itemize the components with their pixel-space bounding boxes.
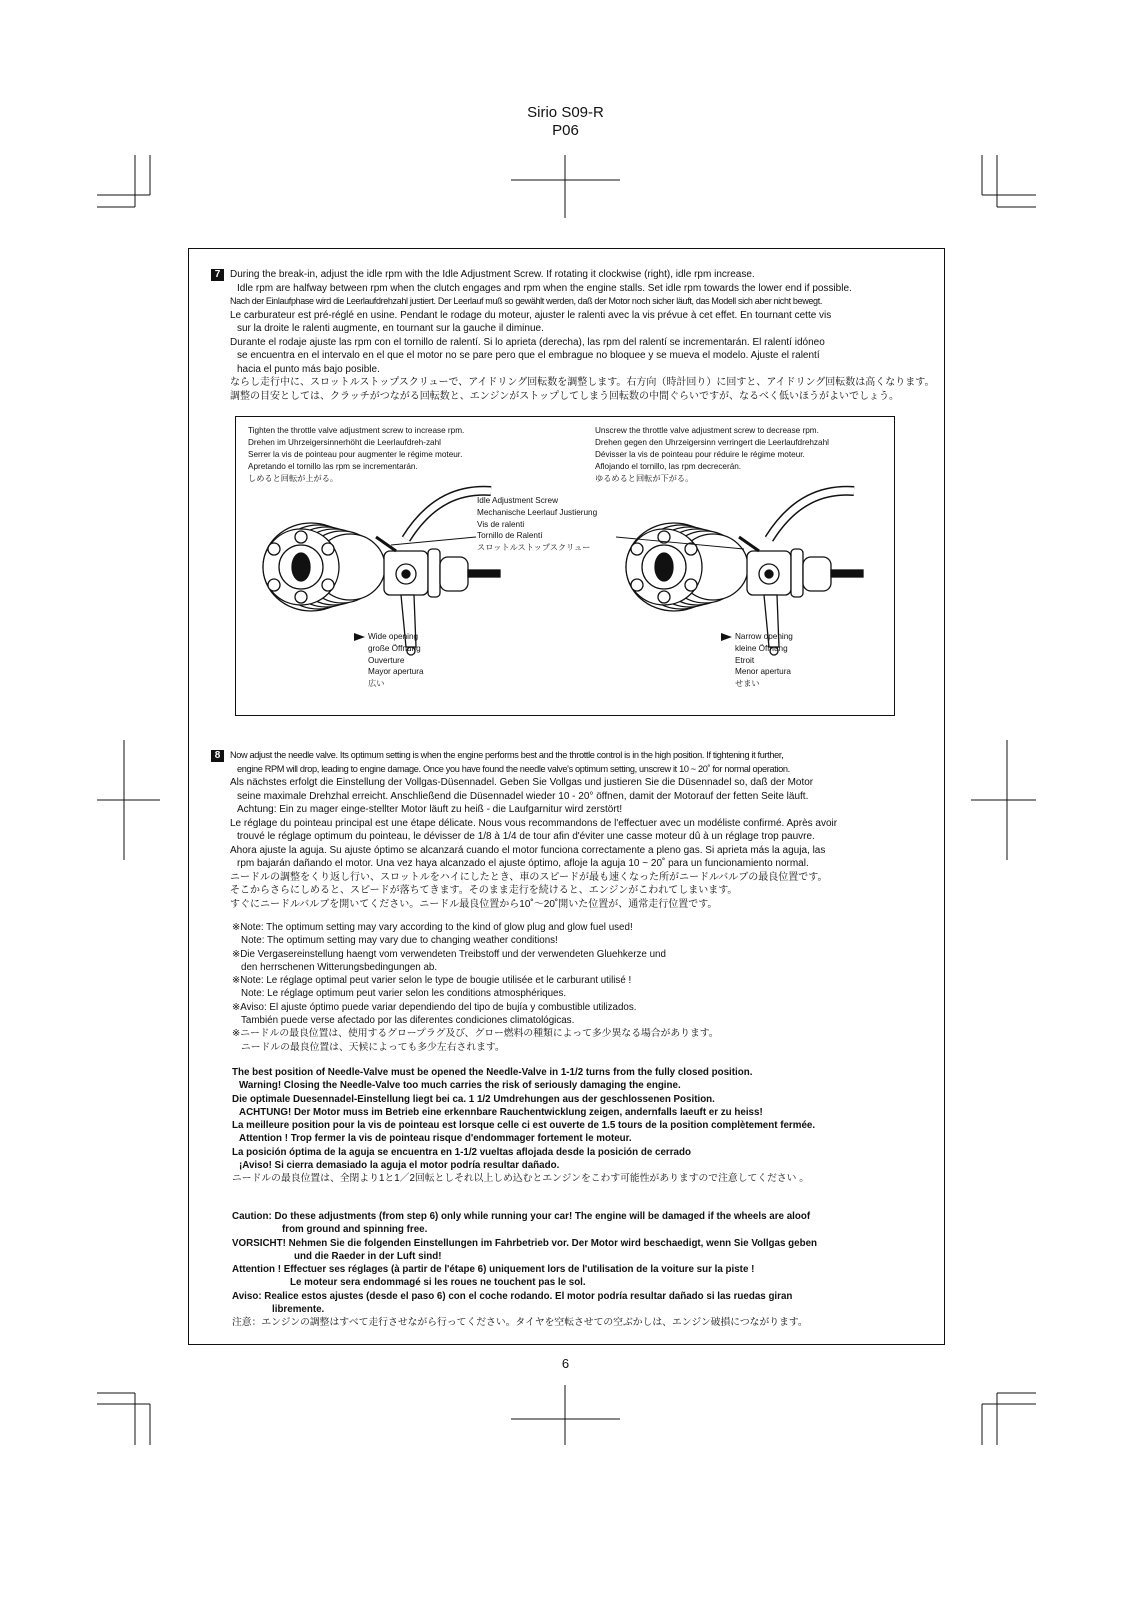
wide-label-line: große Öffnung — [368, 643, 421, 653]
narrow-label-line: kleine Öffnung — [735, 643, 788, 653]
left-caption-line: Drehen im Uhrzeigersinnerhöht die Leerlaufdreh-zahl — [248, 438, 441, 447]
step8-line: すぐにニードルバルブを開いてください。ニードル最良位置から10˚～20˚開いた位置が、通常走行位置です。 — [230, 898, 718, 910]
screw-label-line: Mechanische Leerlauf Justierung — [477, 507, 598, 517]
step7-line: Nach der Einlaufphase wird die Leerlaufdrehzahl justiert. Der Leerlauf muß so gewählt werden, daß der Motor noch sicher läuft, das Modell sich aber nicht bewegt. — [230, 296, 822, 306]
note-line: También puede verse afectado por las diferentes condiciones climatológicas. — [241, 1015, 575, 1027]
best-position-line: Die optimale Duesennadel-Einstellung liegt bei ca. 1 1/2 Umdrehungen aus der geschlossenen Position. — [232, 1093, 715, 1105]
best-position-line: La meilleure position pour la vis de pointeau est lorsque celle ci est ouverte de 1.5 tours de la position complètement fermée. — [232, 1120, 816, 1132]
idle-adjustment-figure — [235, 416, 895, 716]
left-caption-line: Tighten the throttle valve adjustment screw to increase rpm. — [248, 426, 465, 435]
step8-line: trouvé le réglage optimum du pointeau, le dévisser de 1/8 à 1/4 de tour afin d'éviter une casse moteur dû à un réglage trop pauvre. — [237, 831, 815, 842]
step7-line: se encuentra en el intervalo en el que el motor no se pare pero que el embrague no bloquee y se mueva el modelo. Ajuste el ralentí — [237, 350, 820, 361]
step7-line: Durante el rodaje ajuste las rpm con el tornillo de ralentí. Si lo aprieta (derecha), las rpm del ralentí se incrementarán. El ralentí idóneo — [230, 336, 825, 348]
best-position-line: ニードルの最良位置は、全閉より1と1／2回転としそれ以上しめ込むとエンジンをこわす可能性がありますので注意してください 。 — [232, 1173, 809, 1185]
note-line: ※Note: Le réglage optimal peut varier selon le type de bougie utilisée et le carburant utilisé ! — [232, 975, 632, 987]
step7-line: hacia el punto más bajo posible. — [237, 363, 380, 375]
idle-screw-label — [477, 495, 597, 554]
callout-leaders — [236, 417, 896, 717]
best-position-line: Warning! Closing the Needle-Valve too much carries the risk of seriously damaging the engine. — [239, 1080, 681, 1092]
step8-line: seine maximale Drehzhal erreicht. Anschließend die Düsennadel wieder 10 - 20° öffnen, damit der Motorauf der fetten Seite läuft. — [237, 790, 809, 802]
page-header — [0, 104, 1131, 140]
caution-line: VORSICHT! Nehmen Sie die folgenden Einstellungen im Fahrbetrieb vor. Der Motor wird beschaedigt, wenn Sie Vollgas geben — [232, 1237, 818, 1249]
left-caption-line: しめると回転が上がる。 — [248, 474, 339, 483]
right-caption-line: Dévisser la vis de pointeau pour réduire le régime moteur. — [595, 450, 805, 459]
model-name: Sirio S09-R — [527, 104, 604, 121]
left-caption-line: Apretando el tornillo las rpm se incrementarán. — [248, 462, 418, 471]
step8-line: Achtung: Ein zu mager einge-stellter Motor läuft zu heiß - die Laufgarnitur wird zerstört! — [237, 804, 623, 815]
caution-line: und die Raeder in der Luft sind! — [294, 1250, 442, 1262]
step8-line: Now adjust the needle valve. Its optimum setting is when the engine performs best and the throttle control is in the high position. If tightening it further, — [230, 750, 784, 760]
step8-line: engine RPM will drop, leading to engine damage. Once you have found the needle valve's optimum setting, unscrew it 10 ~ 20˚ for normal operation. — [237, 763, 790, 774]
note-line: Note: The optimum setting may vary due to changing weather conditions! — [241, 935, 558, 947]
step7-line: During the break-in, adjust the idle rpm with the Idle Adjustment Screw. If rotating it clockwise (right), idle rpm increase. — [230, 269, 755, 280]
step7-line: Idle rpm are halfway between rpm when the clutch engages and rpm when the engine stalls. Set idle rpm towards the lower end if possible. — [237, 282, 852, 294]
best-position-line: Attention ! Trop fermer la vis de pointeau risque d'endommager fortement le moteur. — [239, 1133, 632, 1145]
step7-line: ならし走行中に、スロットルストップスクリューで、アイドリング回転数を調整します。右方向（時計回り）に回すと、アイドリング回転数は高くなります。 — [230, 377, 935, 388]
note-line: Note: Le réglage optimum peut varier selon les conditions atmosphériques. — [241, 988, 567, 1000]
step7-line: Le carburateur est pré-réglé en usine. Pendant le rodage du moteur, ajuster le ralenti avec la vis prévue à cet effet. En tournant cette vis — [230, 309, 832, 321]
narrow-label-line: Etroit — [735, 655, 755, 665]
caution-line: from ground and spinning free. — [282, 1224, 428, 1236]
caution-block — [232, 1210, 817, 1330]
caution-line: Le moteur sera endommagé si les roues ne touchent pas le sol. — [290, 1277, 586, 1289]
caution-line: Aviso: Realice estos ajustes (desde el paso 6) con el coche rodando. El motor podría resultar dañado si las ruedas giran — [232, 1290, 793, 1302]
page-number: 6 — [561, 1356, 570, 1371]
step-number-7: 7 — [211, 269, 224, 281]
screw-label-line: Tornillo de Ralentí — [477, 531, 543, 541]
narrow-label-line: せまい — [735, 679, 760, 689]
narrow-opening-arrow-icon — [721, 633, 732, 641]
right-caption-line: Drehen gegen den Uhrzeigersinn verringert die Leerlaufdrehzahl — [595, 438, 829, 447]
step-number-8: 8 — [211, 750, 224, 762]
step8-line: Le réglage du pointeau principal est une étape délicate. Nous vous recommandons de l'effectuer avec un modéliste confirmé. Après avoir — [230, 817, 838, 829]
caution-line: 注意：エンジンの調整はすべて走行させながら行ってください。タイヤを空転させての空ぶかしは、エンジン破損につながります。 — [232, 1317, 808, 1329]
note-line: ※Die Vergasereinstellung haengt vom verwendeten Treibstoff und der verwendeten Gluehkerze und — [232, 948, 666, 960]
narrow-label-line: Narrow opening — [735, 632, 793, 641]
wide-label-line: Wide opening — [368, 632, 419, 641]
best-position-line: ¡Aviso! Si cierra demasiado la aguja el motor podría resultar dañado. — [239, 1160, 560, 1172]
caution-line: libremente. — [272, 1304, 325, 1316]
step8-line: そこからさらにしめると、スピードが落ちてきます。そのまま走行を続けると、エンジンがこわれてしまいます。 — [230, 885, 738, 896]
wide-label-line: Mayor apertura — [368, 667, 424, 677]
notes-block — [232, 921, 719, 1054]
best-position-line: The best position of Needle-Valve must be opened the Needle-Valve in 1-1/2 turns from the fully closed position. — [232, 1067, 753, 1078]
page-code: P06 — [552, 122, 579, 139]
note-line: ※ニードルの最良位置は、使用するグロープラグ及び、グロー燃料の種類によって多少異なる場合があります。 — [232, 1028, 719, 1040]
step8-line: Ahora ajuste la aguja. Su ajuste óptimo se alcanzará cuando el motor funciona correctamente a pleno gas. Si aprieta más la aguja, las — [230, 844, 826, 856]
step8-line: rpm bajarán dañando el motor. Una vez haya alcanzado el ajuste óptimo, afloje la aguja 10 ~ 20˚ para un funcionamiento normal. — [237, 858, 809, 869]
note-line: ※Aviso: El ajuste óptimo puede variar dependiendo del tipo de bujía y combustible utilizados. — [232, 1001, 637, 1013]
note-line: ニードルの最良位置は、天候によっても多少左右されます。 — [241, 1041, 505, 1053]
best-position-line: La posición óptima de la aguja se encuentra en 1-1/2 vueltas aflojada desde la posición de cerrado — [232, 1146, 691, 1158]
right-caption-line: Unscrew the throttle valve adjustment screw to decrease rpm. — [595, 426, 819, 435]
wide-opening-label — [368, 631, 424, 690]
note-line: ※Note: The optimum setting may vary according to the kind of glow plug and glow fuel used! — [232, 922, 633, 933]
screw-label-line: Vis de ralenti — [477, 519, 525, 529]
caution-line: Caution: Do these adjustments (from step 6) only while running your car! The engine will be damaged if the wheels are aloof — [232, 1211, 811, 1222]
right-caption-line: Aflojando el tornillo, las rpm decrecerán. — [595, 462, 742, 471]
screw-label-line: Idle Adjustment Screw — [477, 496, 559, 505]
narrow-label-line: Menor apertura — [735, 667, 791, 677]
wide-opening-arrow-icon — [354, 633, 365, 641]
wide-label-line: 広い — [368, 679, 385, 689]
best-position-line: ACHTUNG! Der Motor muss im Betrieb eine erkennbare Rauchentwicklung zeigen, andernfalls laeuft er zu heiss! — [239, 1106, 763, 1118]
step7-line: 調整の目安としては、クラッチがつながる回転数と、エンジンがストップしてしまう回転数の中間ぐらいですが、なるべく低いほうがよいでしょう。 — [230, 390, 899, 402]
wide-label-line: Ouverture — [368, 655, 405, 665]
best-position-block — [232, 1066, 815, 1186]
screw-label-line: スロットルストップスクリュー — [477, 543, 591, 553]
step8-line: ニードルの調整をくり返し行い、スロットルをハイにしたとき、車のスピードが最も速くなった所がニードルバルブの最良位置です。 — [230, 871, 828, 883]
right-caption-line: ゆるめると回転が下がる。 — [595, 474, 694, 483]
note-line: den herrschenen Witterungsbedingungen ab. — [241, 961, 438, 973]
left-caption-line: Serrer la vis de pointeau pour augmenter le régime moteur. — [248, 450, 463, 459]
caution-line: Attention ! Effectuer ses réglages (à partir de l'étape 6) uniquement lors de l'utilisation de la voiture sur la piste ! — [232, 1264, 755, 1276]
narrow-opening-label — [735, 631, 793, 690]
step7-line: sur la droite le ralenti augmente, en tournant sur la gauche il diminue. — [237, 323, 544, 334]
step8-line: Als nächstes erfolgt die Einstellung der Vollgas-Düsennadel. Geben Sie Vollgas und justieren Sie die Düsennadel so, daß der Motor — [230, 777, 814, 788]
